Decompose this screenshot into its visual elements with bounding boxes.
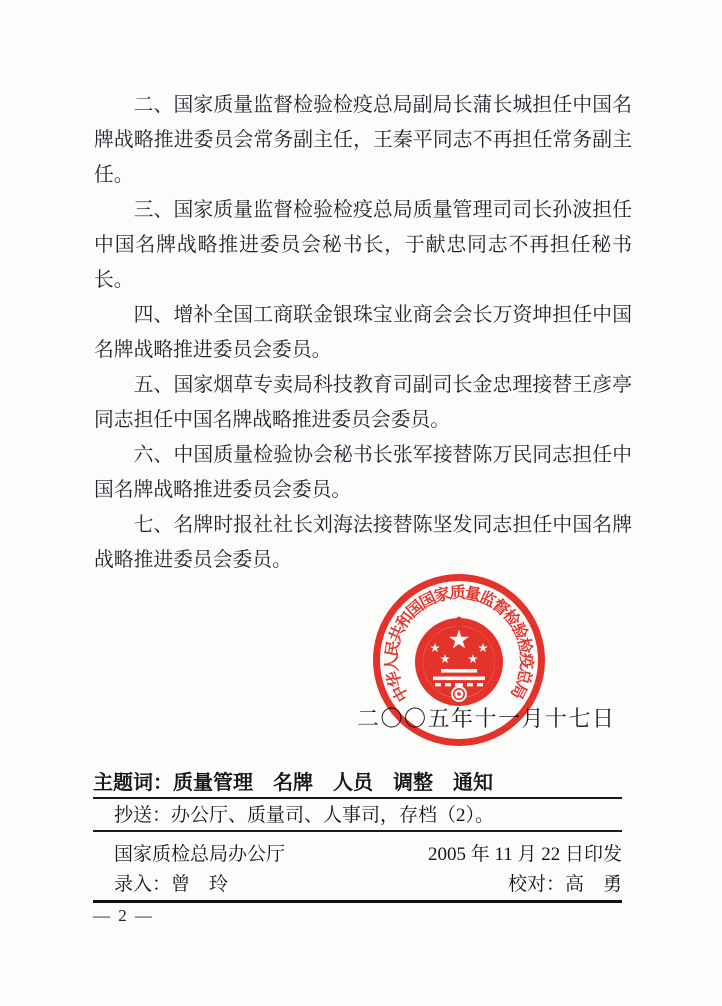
paragraph-3: 三、国家质量监督检验检疫总局质量管理司司长孙波担任中国名牌战略推进委员会秘书长，于献忠同志不再担任秘书长。	[94, 199, 632, 291]
entry-proofread-row	[93, 868, 622, 903]
issuer-row	[93, 832, 622, 868]
subject-keywords-row: 主题词：质量管理 名牌 人员 调整 通知	[93, 770, 622, 799]
paragraph-5: 五、国家烟草专卖局科技教育司副司长金忠理接替王彦亭同志担任中国名牌战略推进委员会委员。	[94, 374, 632, 431]
paragraph-2: 二、国家质量监督检验检疫总局副局长蒲长城担任中国名牌战略推进委员会常务副主任，王秦平同志不再担任常务副主任。	[94, 94, 632, 186]
paragraph-4: 四、增补全国工商联金银珠宝业商会会长万资坤担任中国名牌战略推进委员会委员。	[94, 304, 632, 361]
seal-ring-text: 中华人民共和国国家质量监督检验检疫总局	[383, 584, 535, 705]
body-text	[94, 88, 632, 578]
paragraph-7: 七、名牌时报社社长刘海法接替陈坚发同志担任中国名牌战略推进委员会委员。	[94, 514, 632, 571]
official-seal	[371, 572, 547, 748]
entry-by: 录入：曾 玲	[114, 874, 229, 895]
seal-graphic	[371, 572, 547, 748]
issue-date: 二〇〇五年十一月十七日	[357, 706, 616, 731]
national-emblem-icon	[419, 617, 499, 702]
print-date: 2005 年 11 月 22 日印发	[427, 844, 622, 865]
proofread-by: 校对：高 勇	[507, 874, 622, 895]
cc-row: 抄送：办公厅、质量司、人事司，存档（2）。	[93, 799, 622, 832]
paragraph-6: 六、中国质量检验协会秘书长张军接替陈万民同志担任中国名牌战略推进委员会委员。	[94, 444, 632, 501]
footer-table	[93, 770, 622, 903]
issuer-name: 国家质检总局办公厅	[114, 844, 286, 865]
page-number: — 2 —	[93, 906, 154, 925]
